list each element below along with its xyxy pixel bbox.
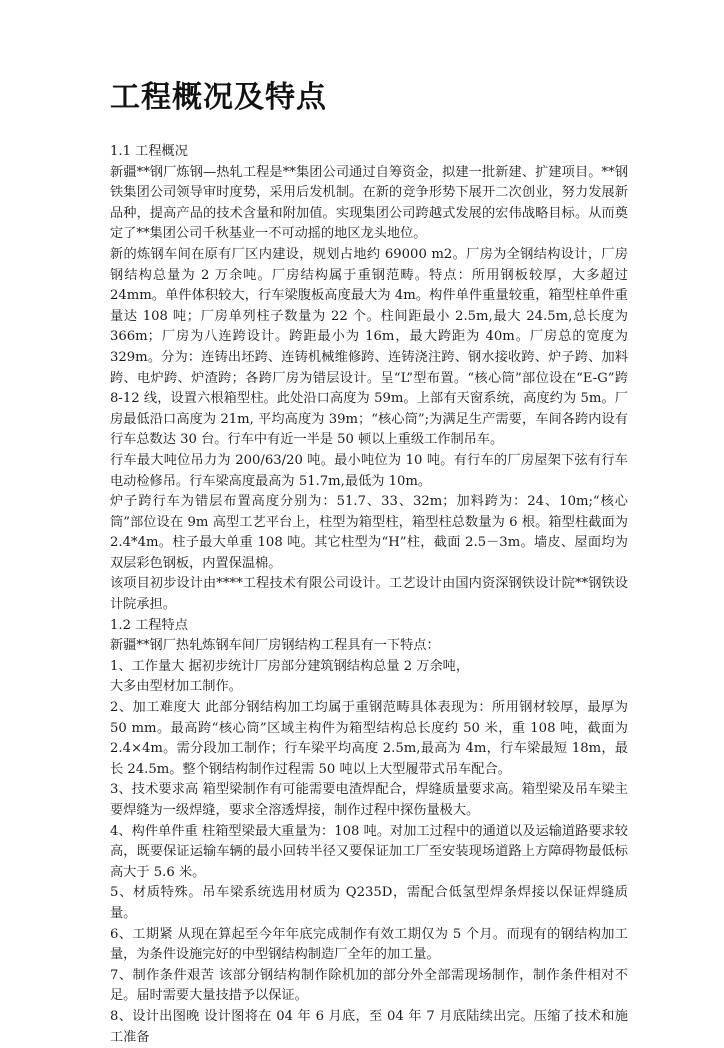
paragraph: 该项目初步设计由****工程技术有限公司设计。工艺设计由国内资深钢铁设计院**钢铁设计院承担。: [110, 576, 628, 613]
list-item: 1、工作量大 据初步统计厂房部分建筑钢结构总量 2 万余吨，: [110, 658, 470, 674]
page-title: 工程概况及特点: [110, 80, 327, 115]
paragraph: 行车最大吨位吊力为 200/63/20 吨。最小吨位为 10 吨。有行车的厂房屋架下弦有行车电动检修吊。行车梁高度最高为 51.7m,最低为 10m。: [110, 452, 628, 489]
section-heading-1-2: 1.2 工程特点: [110, 617, 188, 633]
list-item: 5、材质特殊。吊车梁系统选用材质为 Q235D，需配合低氢型焊条焊接以保证焊缝质量。: [110, 885, 628, 921]
list-item: 3、技术要求高 箱型梁制作有可能需要电渣焊配合，焊缝质量要求高。箱型梁及吊车梁主要焊缝为一级焊缝，要求全溶透焊接，制作过程中探伤量极大。: [110, 782, 628, 818]
document-body: [110, 142, 628, 1048]
paragraph: 新疆**钢厂热轧炼钢车间厂房钢结构工程具有一下特点：: [110, 638, 440, 654]
section-heading-1-1: 1.1 工程概况: [110, 144, 188, 159]
paragraph: 新的炼钢车间在原有厂区内建设，规划占地约 69000 m2。厂房为全钢结构设计，厂房钢结构总量为 2 万余吨。厂房结构属于重钢范畴。特点：所用钢板较厚，大多超过 24mm。单件体积较大，行车梁腹板高度最大为 4m。构件单件重量较重，箱型柱单件重量达 108 吨；厂房单列柱子数量为 22 个。柱间距最小 2.5m,最大 24.5m,总长度为 366m；厂房为八连跨设计。跨距最小为 16m，最大跨距为 40m。厂房总的宽度为 329m。分为：连铸出坯跨、连铸机械维修跨、连铸浇注跨、钢水接收跨、炉子跨、加料跨、电炉跨、炉渣跨；各跨厂房为错层设计。呈“L”型布置。“核心筒”部位设在“E-G”跨 8-12 线，设置六根箱型柱。此处沿口高度为 59m。上部有天窗系统，高度约为 5m。厂房最低沿口高度为 21m, 平均高度为 39m；“核心筒”;为满足生产需要，车间各跨内设有行车总数达 30 台。行车中有近一半是 50 顿以上重级工作制吊车。: [110, 246, 628, 448]
list-item: 7、制作条件艰苦 该部分钢结构制作除机加的部分外全部需现场制作，制作条件相对不足。届时需要大量技措予以保证。: [110, 967, 628, 1004]
list-item-continuation: 大多由型材加工制作。: [110, 679, 242, 695]
list-item: 6、工期紧 从现在算起至今年年底完成制作有效工期仅为 5 个月。而现有的钢结构加工量，为条件设施完好的中型钢结构制造厂全年的加工量。: [110, 926, 628, 963]
list-item: 2、加工难度大 此部分钢结构加工均属于重钢范畴具体表现为：所用钢材较厚，最厚为 50 mm。最高跨“核心筒”区域主构件为箱型结构总长度约 50 米，重 108 吨，截面为 2.4×4m。需分段加工制作；行车梁平均高度 2.5m,最高为 4m，行车梁最短 18m，最长 24.5m。整个钢结构制作过程需 50 吨以上大型履带式吊车配合。: [110, 700, 628, 777]
list-item: 8、设计出图晚 设计图将在 04 年 6 月底，至 04 年 7 月底陆续出完。压缩了技术和施工准备: [110, 1008, 628, 1045]
paragraph: 新疆**钢厂炼钢—热轧工程是**集团公司通过自筹资金，拟建一批新建、扩建项目。**钢铁集团公司领导审时度势，采用后发机制。在新的竞争形势下展开二次创业，努力发展新品种，提高产品的技术含量和附加值。实现集团公司跨越式发展的宏伟战略目标。从而奠定了**集团公司千秋基业一不可动摇的地区龙头地位。: [110, 164, 628, 242]
list-item: 4、构件单件重 柱箱型梁最大重量为：108 吨。对加工过程中的通道以及运输道路要求较高，既要保证运输车辆的最小回转半径又要保证加工厂至安装现场道路上方障碍物最低标高大于 5.6 米。: [110, 823, 628, 880]
paragraph: 炉子跨行车为错层布置高度分别为：51.7、33、32m；加料跨为：24、10m;“核心筒”部位设在 9m 高型工艺平台上，柱型为箱型柱，箱型柱总数量为 6 根。箱型柱截面为 2.4*4m。柱子最大单重 108 吨。其它柱型为“H”柱，截面 2.5－3m。墙皮、屋面均为双层彩色钢板，内置保温棉。: [110, 494, 628, 571]
